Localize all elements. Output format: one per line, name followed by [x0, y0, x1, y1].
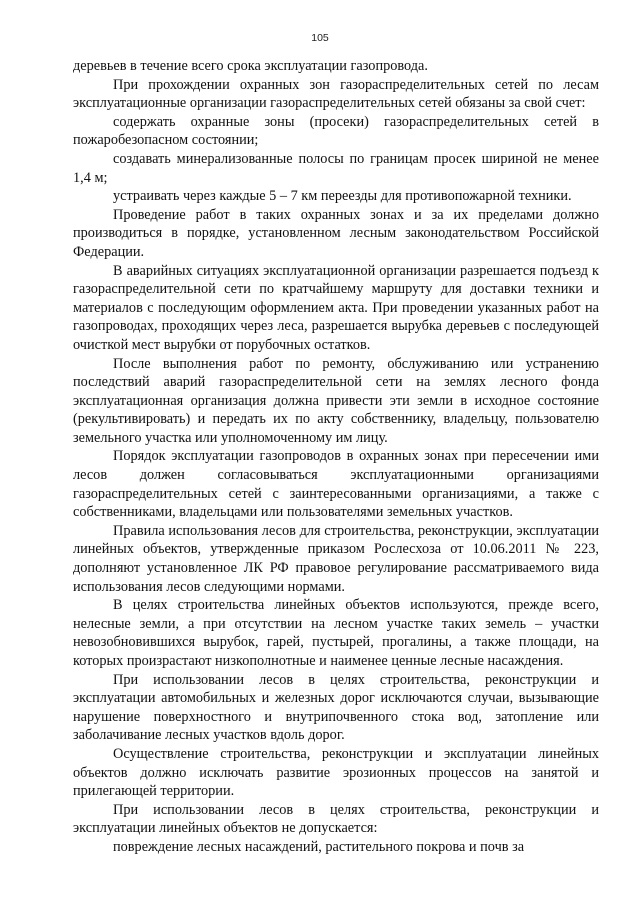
paragraph: При использовании лесов в целях строительства, реконструкции и эксплуатации автомобильных и железных дорог исключаются случаи, вызывающие нарушение поверхностного и внутрипочвенного стока вод, затопление или заболачивание лесных участков вдоль дорог. — [73, 671, 599, 744]
paragraph: деревьев в течение всего срока эксплуатации газопровода. — [73, 58, 428, 74]
paragraph: устраивать через каждые 5 – 7 км переезды для противопожарной техники. — [113, 188, 572, 205]
paragraph: В аварийных ситуациях эксплуатационной организации разрешается подъезд к газораспределительной сети по кратчайшему маршруту для доставки техники и материалов с последующим оформлением акта. При проведении указанных работ на газопроводах, проходящих через леса, разрешается вырубка деревьев с последующей очисткой мест вырубки от порубочных остатков. — [73, 262, 599, 353]
paragraph: содержать охранные зоны (просеки) газораспределительных сетей в пожаробезопасном состоянии; — [73, 113, 599, 149]
paragraph: Правила использования лесов для строительства, реконструкции, эксплуатации линейных объектов, утвержденные приказом Рослесхоза от 10.06.2011 № 223, дополняют установленное ЛК РФ правовое регулирование рассматриваемого вида использования лесов следующими нормами. — [73, 522, 599, 595]
paragraph: создавать минерализованные полосы по границам просек шириной не менее 1,4 м; — [73, 150, 599, 186]
paragraph: В целях строительства линейных объектов используются, прежде всего, нелесные земли, а при отсутствии на лесном участке таких земель – участки невозобновившихся вырубок, гарей, пустырей, прогалины, а также площади, на которых произрастают низкополнотные и наименее ценные лесные насаждения. — [73, 597, 599, 669]
paragraph: После выполнения работ по ремонту, обслуживанию или устранению последствий аварий газораспределительной сети на землях лесного фонда эксплуатационная организация должна привести эти земли в исходное состояние (рекультивировать) и передать их по акту собственнику, владельцу, пользователю земельного участка или уполномоченному им лицу. — [73, 355, 599, 446]
page-number: 105 — [311, 32, 329, 44]
paragraph: Порядок эксплуатации газопроводов в охранных зонах при пересечении ими лесов должен согласовываться эксплуатационными организациями газораспределительных сетей с заинтересованными организациями, а также с собственниками, владельцами или пользователями земельных участков. — [73, 448, 599, 521]
body-text — [73, 57, 599, 857]
paragraph: При использовании лесов в целях строительства, реконструкции и эксплуатации линейных объектов не допускается: — [73, 801, 599, 837]
paragraph: Проведение работ в таких охранных зонах и за их пределами должно производиться в порядке, установленном лесным законодательством Российской Федерации. — [73, 206, 599, 260]
paragraph: При прохождении охранных зон газораспределительных сетей по лесам эксплуатационные организации газораспределительных сетей обязаны за свой счет: — [73, 76, 599, 112]
paragraph: повреждение лесных насаждений, растительного покрова и почв за — [113, 838, 525, 855]
paragraph: Осуществление строительства, реконструкции и эксплуатации линейных объектов должно исключать развитие эрозионных процессов на занятой и прилегающей территории. — [73, 745, 599, 800]
